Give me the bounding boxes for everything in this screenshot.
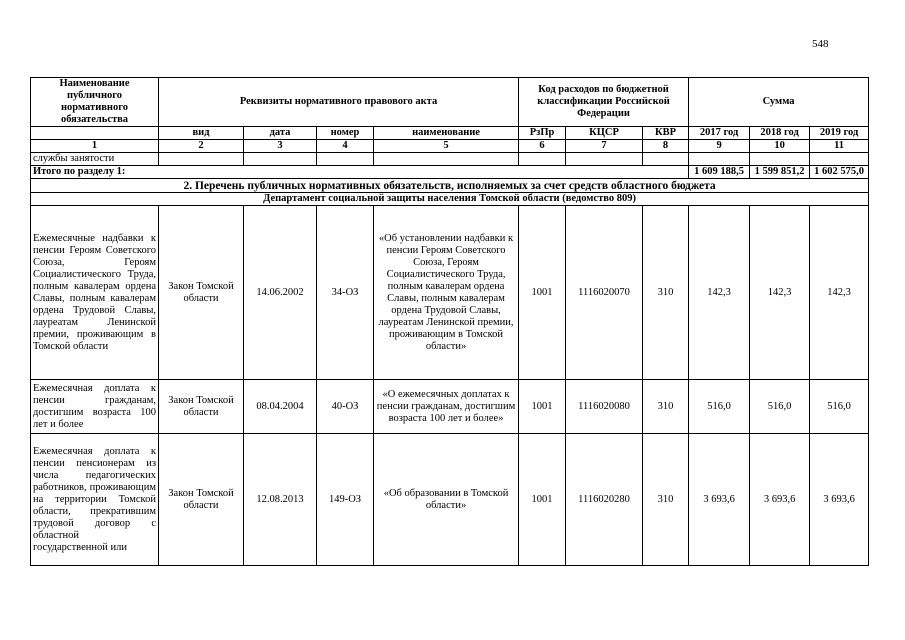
kvr-cell: 310 <box>643 434 689 566</box>
continuation-row <box>31 153 869 166</box>
kcsr-cell: 1116020280 <box>566 434 643 566</box>
header-name: наименование <box>374 127 519 140</box>
section-row <box>31 179 869 193</box>
vid-cell: Закон Томской области <box>159 206 244 380</box>
rzpr-cell: 1001 <box>519 206 566 380</box>
header-row-main <box>31 78 869 127</box>
column-number: 9 <box>689 140 750 153</box>
section-title: 2. Перечень публичных нормативных обязательств, исполняемых за счет средств областного бюджета <box>31 179 869 193</box>
table-row <box>31 380 869 434</box>
header-rzpr: РзПр <box>519 127 566 140</box>
column-numbers-row <box>31 140 869 153</box>
rzpr-cell: 1001 <box>519 380 566 434</box>
page-number: 548 <box>812 38 829 50</box>
header-year-2018: 2018 год <box>750 127 810 140</box>
sum-2019-cell: 516,0 <box>810 380 869 434</box>
header-kvr: КВР <box>643 127 689 140</box>
obligation-cell: Ежемесячная доплата к пенсии гражданам, достигшим возраста 100 лет и более <box>31 380 159 434</box>
total-label: Итого по разделу 1: <box>31 166 689 179</box>
sum-2017-cell: 3 693,6 <box>689 434 750 566</box>
vid-cell: Закон Томской области <box>159 380 244 434</box>
sum-2019-cell: 142,3 <box>810 206 869 380</box>
kcsr-cell: 1116020070 <box>566 206 643 380</box>
table-row <box>31 434 869 566</box>
header-obligation-name: Наименование публичного нормативного обязательства <box>31 78 159 127</box>
total-row <box>31 166 869 179</box>
sum-2017-cell: 142,3 <box>689 206 750 380</box>
sum-2017-cell: 516,0 <box>689 380 750 434</box>
total-2019: 1 602 575,0 <box>810 166 869 179</box>
sum-2018-cell: 3 693,6 <box>750 434 810 566</box>
total-2017: 1 609 188,5 <box>689 166 750 179</box>
table-row <box>31 206 869 380</box>
obligations-table <box>30 77 869 566</box>
column-number: 1 <box>31 140 159 153</box>
column-number: 10 <box>750 140 810 153</box>
header-number: номер <box>317 127 374 140</box>
header-date: дата <box>244 127 317 140</box>
header-sum: Сумма <box>689 78 869 127</box>
sum-2018-cell: 142,3 <box>750 206 810 380</box>
header-row-sub <box>31 127 869 140</box>
obligation-cell: Ежемесячные надбавки к пенсии Героям Советского Союза, Героям Социалистического Труда, полным кавалерам ордена Славы, полным кавалерам ордена Трудовой Славы, лауреатам Ленинской премии, проживающим в Томской области <box>31 206 159 380</box>
department-row <box>31 193 869 206</box>
kvr-cell: 310 <box>643 380 689 434</box>
sum-2018-cell: 516,0 <box>750 380 810 434</box>
column-number: 8 <box>643 140 689 153</box>
date-cell: 14.06.2002 <box>244 206 317 380</box>
number-cell: 149-ОЗ <box>317 434 374 566</box>
header-budget-code: Код расходов по бюджетной классификации Российской Федерации <box>519 78 689 127</box>
sum-2019-cell: 3 693,6 <box>810 434 869 566</box>
act-name-cell: «Об образовании в Томской области» <box>374 434 519 566</box>
column-number: 7 <box>566 140 643 153</box>
column-number: 5 <box>374 140 519 153</box>
rzpr-cell: 1001 <box>519 434 566 566</box>
column-number: 4 <box>317 140 374 153</box>
kvr-cell: 310 <box>643 206 689 380</box>
number-cell: 34-ОЗ <box>317 206 374 380</box>
act-name-cell: «Об установлении надбавки к пенсии Героям Советского Союза, Героям Социалистического Труда, полным кавалерам ордена Славы, полным кавалерам ордена Трудовой Славы, лауреатам Ленинской премии, проживающим в Томской области» <box>374 206 519 380</box>
number-cell: 40-ОЗ <box>317 380 374 434</box>
header-year-2017: 2017 год <box>689 127 750 140</box>
continuation-text: службы занятости <box>31 153 159 166</box>
column-number: 2 <box>159 140 244 153</box>
obligation-cell: Ежемесячная доплата к пенсии пенсионерам из числа педагогических работников, проживающим на территории Томской области, прекратившим трудовой договор с областной государственной или <box>31 434 159 566</box>
act-name-cell: «О ежемесячных доплатах к пенсии гражданам, достигшим возраста 100 лет и более» <box>374 380 519 434</box>
total-2018: 1 599 851,2 <box>750 166 810 179</box>
column-number: 11 <box>810 140 869 153</box>
column-number: 6 <box>519 140 566 153</box>
vid-cell: Закон Томской области <box>159 434 244 566</box>
column-number: 3 <box>244 140 317 153</box>
date-cell: 12.08.2013 <box>244 434 317 566</box>
department-title: Департамент социальной защиты населения Томской области (ведомство 809) <box>31 193 869 206</box>
header-kcsr: КЦСР <box>566 127 643 140</box>
header-year-2019: 2019 год <box>810 127 869 140</box>
header-vid: вид <box>159 127 244 140</box>
header-act-requisites: Реквизиты нормативного правового акта <box>159 78 519 127</box>
kcsr-cell: 1116020080 <box>566 380 643 434</box>
header-sub-empty <box>31 127 159 140</box>
date-cell: 08.04.2004 <box>244 380 317 434</box>
